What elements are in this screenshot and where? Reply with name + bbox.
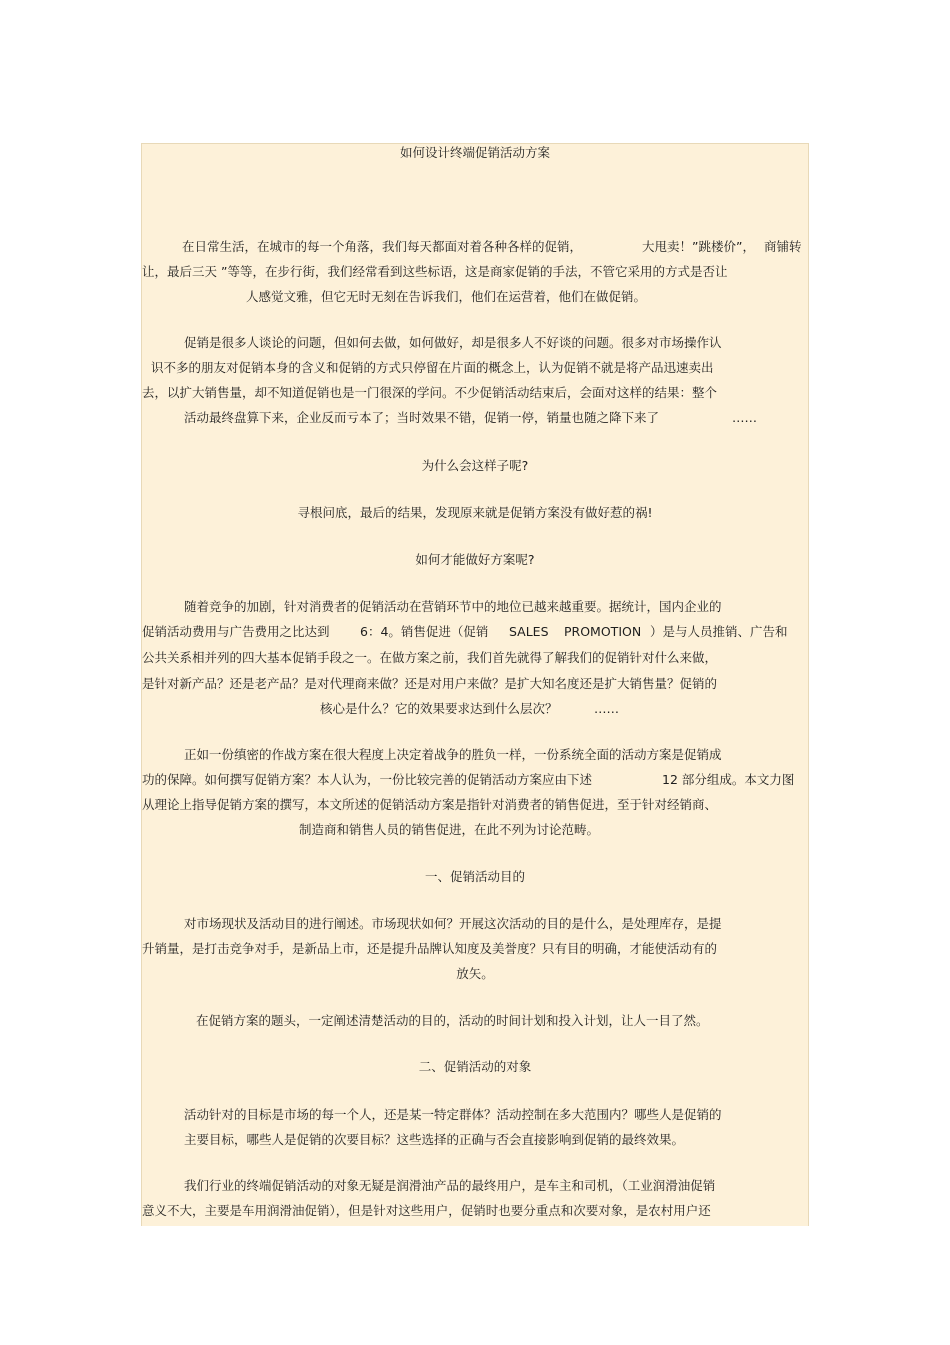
text-fragment: 活动最终盘算下来，企业反而亏本了；当时效果不错，促销一停，销量也随之降下来了 (184, 410, 660, 425)
text-fragment: 核心是什么？它的效果要求达到什么层次？ (320, 701, 558, 716)
paragraph-line: 放矢。 (456, 966, 494, 981)
text-fragment: SALES (509, 624, 549, 639)
text-fragment: 从理论上指导促销方案的撰写，本文所述的促销活动方案是指针对消费者的销售促进，至于针对经销商、 (142, 797, 718, 812)
document-title: 如何设计终端促销活动方案 (399, 145, 550, 160)
text-fragment: 6：4。销售促进（促销 (360, 624, 489, 639)
document-page (141, 143, 809, 1226)
text-fragment: 我们行业的终端促销活动的对象无疑是润滑油产品的最终用户，是车主和司机，（工业润滑油促销 (184, 1178, 716, 1193)
text-fragment: 大甩卖！”跳楼价”， (642, 239, 755, 254)
text-fragment: 正如一份缜密的作战方案在很大程度上决定着战争的胜负一样，一份系统全面的活动方案是促销成 (184, 747, 722, 762)
text-fragment: 对市场现状及活动目的进行阐述。市场现状如何？开展这次活动的目的是什么，是处理库存，是提 (184, 916, 722, 931)
text-fragment: 随着竞争的加剧，针对消费者的促销活动在营销环节中的地位已越来越重要。据统计，国内企业的 (184, 599, 722, 614)
text-fragment: 升销量，是打击竞争对手，是新品上市，还是提升品牌认知度及美誉度？只有目的明确，才能使活动有的 (142, 941, 718, 956)
text-fragment: 商铺转 (764, 239, 802, 254)
text-fragment: 识不多的朋友对促销本身的含义和促销的方式只停留在片面的概念上，认为促销不就是将产品迅速卖出 (151, 360, 714, 375)
text-fragment: 制造商和销售人员的销售促进，在此不列为讨论范畴。 (299, 822, 600, 837)
question-line: 为什么会这样子呢? (421, 458, 529, 473)
text-fragment: 让，最后三天 ”等等，在步行街，我们经常看到这些标语，这是商家促销的手法，不管它采用的方式是否让 (142, 264, 728, 279)
text-fragment: 在日常生活，在城市的每一个角落，我们每天都面对着各种各样的促销， (182, 239, 583, 254)
section-heading: 二、促销活动的对象 (418, 1059, 532, 1074)
text-fragment: 公共关系相并列的四大基本促销手段之一。在做方案之前，我们首先就得了解我们的促销针对什么来做， (142, 650, 718, 665)
text-fragment: PROMOTION (564, 624, 642, 639)
text-fragment: …… (732, 410, 757, 425)
text-fragment: 在促销方案的题头，一定阐述清楚活动的目的，活动的时间计划和投入计划，让人一目了然。 (196, 1013, 709, 1028)
text-fragment: …… (594, 701, 619, 716)
text-fragment: ）是与人员推销、广告和 (650, 624, 788, 639)
text-fragment: 功的保障。如何撰写促销方案？本人认为，一份比较完善的促销活动方案应由下述 (142, 772, 593, 787)
section-heading: 一、促销活动目的 (424, 869, 525, 884)
text-fragment: 是针对新产品？还是老产品？是对代理商来做？还是对用户来做？是扩大知名度还是扩大销售量？促销的 (142, 676, 718, 691)
text-fragment: 促销是很多人谈论的问题，但如何去做，如何做好，却是很多人不好谈的问题。很多对市场操作认 (184, 335, 722, 350)
question-line: 如何才能做好方案呢? (415, 552, 535, 567)
text-fragment: 活动针对的目标是市场的每一个人，还是某一特定群体？活动控制在多大范围内？哪些人是促销的 (184, 1107, 722, 1122)
text-fragment: 主要目标，哪些人是促销的次要目标？这些选择的正确与否会直接影响到促销的最终效果。 (184, 1132, 685, 1147)
text-fragment: 意义不大，主要是车用润滑油促销），但是针对这些用户，促销时也要分重点和次要对象，是农村用户还 (142, 1203, 711, 1218)
text-fragment: 促销活动费用与广告费用之比达到 (142, 624, 330, 639)
question-line: 寻根问底，最后的结果，发现原来就是促销方案没有做好惹的祸! (297, 505, 653, 520)
text-fragment: 去，以扩大销售量，却不知道促销也是一门很深的学问。不少促销活动结束后，会面对这样的结果：整个 (142, 385, 718, 400)
text-fragment: 12 部分组成。本文力图 (662, 772, 795, 787)
text-fragment: 人感觉文雅，但它无时无刻在告诉我们，他们在运营着，他们在做促销。 (246, 289, 647, 304)
